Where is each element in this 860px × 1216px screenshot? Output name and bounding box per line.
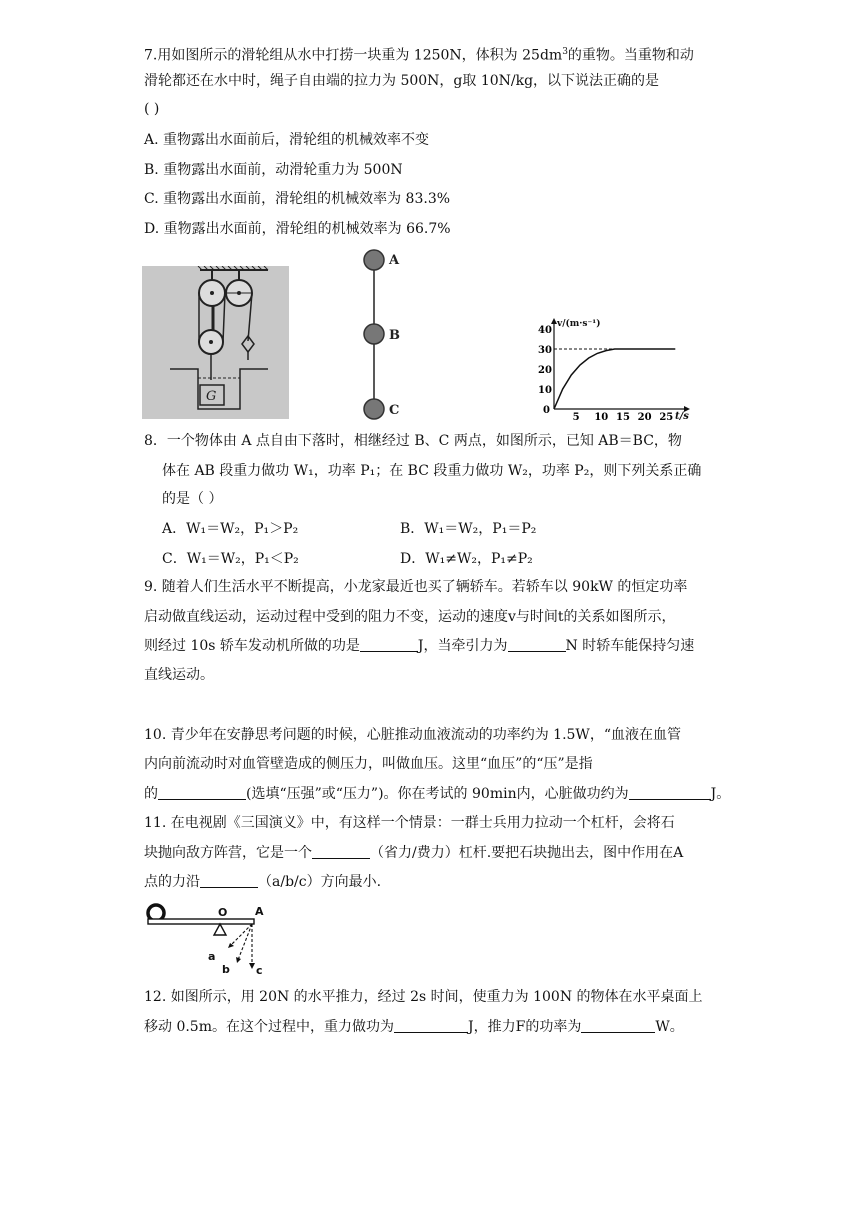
q7-line-1: 7.用如图所示的滑轮组从水中打捞一块重为 1250N，体积为 $25dm^3$的重物。当重物和动 <box>144 47 694 64</box>
x-tick-label: 0 <box>543 405 550 416</box>
y-tick-label: 10 <box>538 385 552 396</box>
q7-line-2: 滑轮都还在水中时，绳子自由端的拉力为 500N，g取 10N/kg，以下说法正确的是 <box>144 73 660 89</box>
velocity-curve <box>554 349 675 409</box>
q9-line-1: 9. 随着人们生活水平不断提高，小龙家最近也买了辆轿车。若轿车以 90kW 的恒定功率 <box>144 579 688 595</box>
q7-option-b: B. 重物露出水面前，动滑轮重力为 500N <box>144 162 403 178</box>
q9-line-3: 则经过 10s 轿车发动机所做的功是 J，当牵引力为 N 时轿车能保持匀速 <box>144 638 695 654</box>
y-tick-label: 40 <box>538 325 552 336</box>
ball-c <box>364 399 384 419</box>
direction-a-label: a <box>208 950 216 963</box>
lever-figure <box>144 902 274 976</box>
q12-blank-power[interactable] <box>581 1018 655 1033</box>
direction-b-label: b <box>222 963 230 976</box>
q9-blank-force[interactable] <box>508 637 566 652</box>
q11-blank-lever-type[interactable] <box>312 844 370 859</box>
q10-line-1: 10. 青少年在安静思考问题的时候，心脏推动血液流动的功率约为 1.5W，“血液在血管 <box>144 727 681 743</box>
fulcrum-icon <box>214 924 226 935</box>
q7-option-c: C. 重物露出水面前，滑轮组的机械效率为 83.3% <box>144 191 451 207</box>
direction-c-label: c <box>256 964 263 976</box>
q12-line-1: 12. 如图所示，用 20N 的水平推力，经过 2s 时间，使重力为 100N 的物体在水平桌面上 <box>144 989 703 1005</box>
point-c-label: C <box>389 403 400 418</box>
y-axis-label: v/(m·s⁻¹) <box>557 319 601 329</box>
lever-bar <box>148 919 254 924</box>
q12-line-2: 移动 0.5m。在这个过程中，重力做功为 J，推力F的功率为 W。 <box>144 1019 684 1035</box>
q8-line-1: 8．一个物体由 A 点自由下落时，相继经过 B、C 两点，如图所示，已知 AB＝BC，物 <box>144 433 682 449</box>
free-fall-diagram <box>362 249 422 421</box>
q8-option-b: B．W₁＝W₂，P₁＝P₂ <box>400 521 537 537</box>
q8-option-d: D．W₁≠W₂，P₁≠P₂ <box>400 551 533 567</box>
velocity-time-chart <box>536 310 702 422</box>
q7-option-d: D. 重物露出水面前，滑轮组的机械效率为 66.7% <box>144 221 451 237</box>
free-fall-figure <box>362 249 422 421</box>
q11-line-3: 点的力沿 （a/b/c）方向最小. <box>144 874 382 890</box>
q10-line-3: 的 (选填“压强”或“压力”)。你在考试的 90min内，心脏做功约为 J。 <box>144 786 731 802</box>
pulley-diagram <box>142 266 289 419</box>
x-tick-label: 20 <box>637 412 652 422</box>
pulley-figure <box>142 266 289 419</box>
q7-option-a: A. 重物露出水面前后，滑轮组的机械效率不变 <box>144 132 430 148</box>
q12-blank-gravity-work[interactable] <box>394 1018 468 1033</box>
x-tick-label: 25 <box>659 412 674 422</box>
q10-blank-work[interactable] <box>629 785 711 800</box>
q11-blank-direction[interactable] <box>200 873 258 888</box>
q10-line-2: 内向前流动时对血管壁造成的侧压力，叫做血压。这里“血压”的“压”是指 <box>144 756 593 772</box>
q8-option-a: A．W₁＝W₂，P₁＞P₂ <box>162 521 299 537</box>
y-tick-label: 20 <box>538 365 552 376</box>
x-tick-label: 15 <box>616 412 630 422</box>
q10-blank-type[interactable] <box>158 785 246 800</box>
y-tick-label: 30 <box>538 345 552 356</box>
q11-line-1: 11. 在电视剧《三国演义》中，有这样一个情景：一群士兵用力拉动一个杠杆，会将石 <box>144 815 675 831</box>
velocity-time-chart-svg <box>536 310 702 422</box>
q9-blank-work[interactable] <box>360 637 418 652</box>
q9-line-2: 启动做直线运动，运动过程中受到的阻力不变，运动的速度v与时间t的关系如图所示， <box>144 609 676 625</box>
point-a-label: A <box>255 905 264 918</box>
x-tick-label: 5 <box>572 412 580 422</box>
ball-a <box>364 250 384 270</box>
q7-answer-paren: ( ) <box>144 101 160 117</box>
x-axis-label: t/s <box>675 411 689 422</box>
lever-diagram <box>144 902 274 976</box>
ball-b <box>364 324 384 344</box>
pulley-weight-label: G <box>206 389 217 404</box>
q8-line-2: 体在 AB 段重力做功 W₁，功率 P₁；在 BC 段重力做功 W₂，功率 P₂，则下列关系正确 <box>162 463 702 479</box>
q11-line-2: 块抛向敌方阵营，它是一个 （省力/费力）杠杆.要把石块抛出去，图中作用在A <box>144 845 684 861</box>
point-a-label: A <box>389 253 400 268</box>
q8-line-3: 的是（ ） <box>162 491 223 507</box>
fulcrum-label: O <box>218 906 228 919</box>
q9-line-4: 直线运动。 <box>144 667 214 683</box>
q8-option-c: C．W₁＝W₂，P₁＜P₂ <box>162 551 299 567</box>
x-tick-label: 10 <box>594 412 609 422</box>
point-b-label: B <box>389 328 400 343</box>
